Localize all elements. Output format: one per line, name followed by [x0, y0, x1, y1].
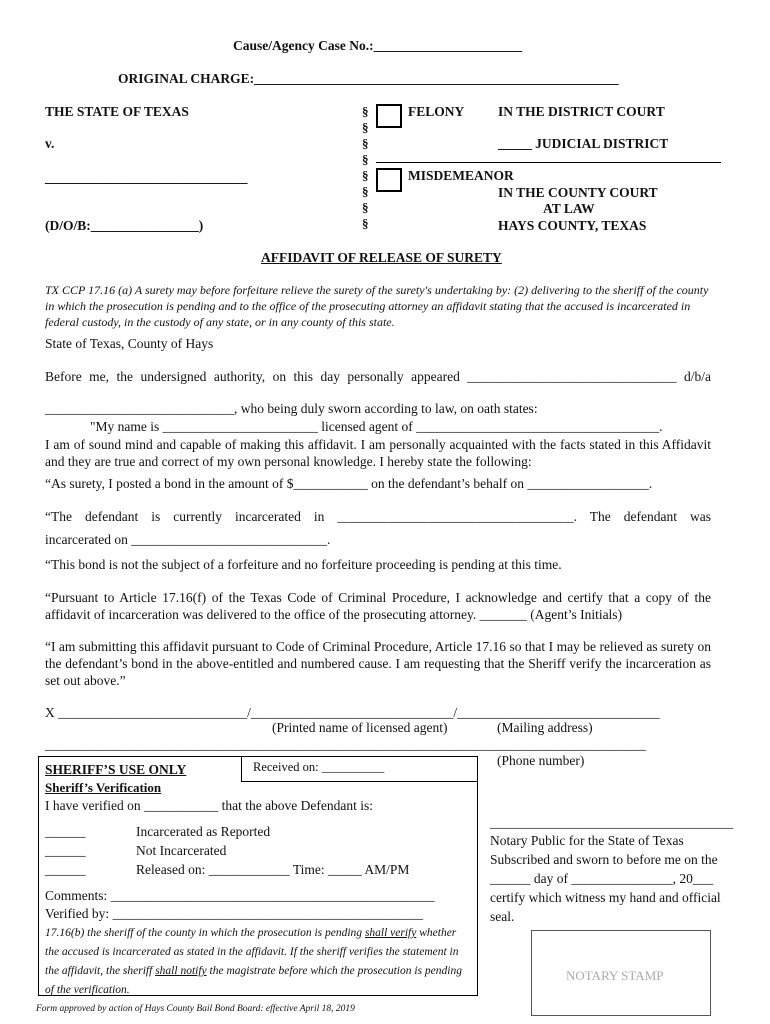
notary-text: seal. — [490, 909, 515, 924]
section-symbol: § — [362, 184, 369, 199]
dob-line[interactable]: (D/O/B:________________) — [45, 218, 204, 233]
notary-signature-line[interactable]: ____________________________________ — [490, 815, 733, 830]
phone-line[interactable]: _________________________________________________________________________________________ — [45, 737, 646, 752]
signature-line[interactable]: X ____________________________/______________________________/______________________________ — [45, 705, 660, 720]
at-law: AT LAW — [543, 201, 595, 216]
notary-text: Notary Public for the State of Texas — [490, 833, 684, 848]
misdemeanor-label: MISDEMEANOR — [408, 168, 514, 183]
section-symbol: § — [362, 168, 369, 183]
footer-note: Form approved by action of Hays County Bail Bond Board: effective April 18, 2019 — [36, 1004, 355, 1014]
section-symbol: § — [362, 216, 369, 231]
appeared-line[interactable]: Before me, the undersigned authority, on this day personally appeared _______________________________ d/b/a — [45, 369, 711, 384]
option-blank[interactable]: ______ — [45, 824, 86, 839]
no-forfeiture-text: “This bond is not the subject of a forfeiture and no forfeiture proceeding is pending at this time. — [45, 557, 562, 572]
option-blank[interactable]: ______ — [45, 843, 86, 858]
section-symbol: § — [362, 200, 369, 215]
option-blank[interactable]: ______ — [45, 862, 86, 877]
notary-date-line[interactable]: ______ day of _______________, 20___ — [490, 871, 714, 886]
incarcerated-line[interactable]: “The defendant is currently incarcerated in ___________________________________. The defendant was — [45, 509, 711, 524]
notary-text: Subscribed and sworn to before me on the — [490, 852, 718, 867]
incarcerated-on-line[interactable]: incarcerated on _____________________________. — [45, 532, 331, 547]
notary-stamp-label: NOTARY STAMP — [566, 968, 664, 983]
sound-mind-text: I am of sound mind and capable of making this affidavit. I am personally acquainted with the facts stated in this Affidavit and they are true and correct of my own personal knowledge. I hereby state the following: — [45, 437, 711, 469]
notary-text: certify which witness my hand and official — [490, 890, 721, 905]
verified-by-line[interactable]: Verified by: ______________________________________________ — [45, 906, 423, 921]
hays-county: HAYS COUNTY, TEXAS — [498, 218, 647, 233]
section-symbol: § — [362, 152, 369, 167]
sheriff-verification-heading: Sheriff’s Verification — [45, 780, 162, 795]
section-symbol: § — [362, 104, 369, 119]
verified-intro[interactable]: I have verified on ___________ that the above Defendant is: — [45, 798, 374, 813]
original-charge-line[interactable]: ORIGINAL CHARGE:______________________________________________________ — [118, 71, 619, 86]
statute-text: TX CCP 17.16 (a) A surety may before forfeiture relieve the surety of the surety's undertaking by: (2) delivering to the sheriff of the county in which the prosecution is pending and to the office of the prosecuting attorney an affidavit stating that the accused is incarcerated in federal custody, in the custody of any state, or in any county of this state. — [45, 283, 709, 329]
option-incarcerated: Incarcerated as Reported — [136, 824, 271, 839]
versus: v. — [45, 136, 55, 151]
venue: State of Texas, County of Hays — [45, 336, 214, 351]
section-symbol: § — [362, 120, 369, 135]
state-of-texas: THE STATE OF TEXAS — [45, 104, 189, 119]
caption-divider — [376, 162, 721, 163]
section-symbol: § — [362, 136, 369, 151]
statute-note: 17.16(b) the sheriff of the county in which the prosecution is pending shall verify whether the accused is incarcerated as stated in the affidavit. If the sheriff verifies the statement in the affidavit, the sheriff shall notify the magistrate before which the prosecution is pending of the verification. — [45, 927, 462, 996]
option-not-incarcerated: Not Incarcerated — [136, 843, 227, 858]
my-name-line[interactable]: "My name is _______________________ licensed agent of ____________________________________. — [90, 419, 663, 434]
felony-label: FELONY — [408, 104, 465, 119]
judicial-district-line[interactable]: _____ JUDICIAL DISTRICT — [498, 136, 669, 151]
case-number-line[interactable]: Cause/Agency Case No.:______________________ — [233, 38, 523, 53]
printed-name-caption: (Printed name of licensed agent) — [272, 720, 448, 735]
option-released[interactable]: Released on: ____________ Time: _____ AM/PM — [136, 862, 410, 877]
sworn-line[interactable]: ____________________________, who being duly sworn according to law, on oath states: — [45, 401, 538, 416]
comments-line[interactable]: Comments: ________________________________________________ — [45, 888, 435, 903]
submitting-text: “I am submitting this affidavit pursuant to Code of Criminal Procedure, Article 17.16 so that I may be relieved as surety on the defendant’s bond in the above-entitled and numbered cause. I am requesting that the Sheriff verify the incarceration as set out above.” — [45, 639, 711, 688]
sheriff-use-title: SHERIFF’S USE ONLY — [45, 762, 187, 777]
received-on[interactable]: Received on: __________ — [253, 760, 385, 774]
mailing-address-caption: (Mailing address) — [497, 720, 593, 735]
district-court: IN THE DISTRICT COURT — [498, 104, 665, 119]
misdemeanor-checkbox[interactable] — [376, 168, 402, 192]
document-title: AFFIDAVIT OF RELEASE OF SURETY — [261, 250, 502, 265]
phone-caption: (Phone number) — [497, 753, 585, 768]
bond-amount-line[interactable]: “As surety, I posted a bond in the amount of $___________ on the defendant’s behalf on __________________. — [45, 476, 653, 491]
felony-checkbox[interactable] — [376, 104, 402, 128]
defendant-name-line[interactable]: ______________________________ — [45, 170, 248, 185]
county-court: IN THE COUNTY COURT — [498, 185, 658, 200]
article-text[interactable]: “Pursuant to Article 17.16(f) of the Texas Code of Criminal Procedure, I acknowledge and certify that a copy of the affidavit of incarceration was delivered to the office of the prosecuting attorney. _______ (Agent’s Initials) — [45, 590, 711, 622]
